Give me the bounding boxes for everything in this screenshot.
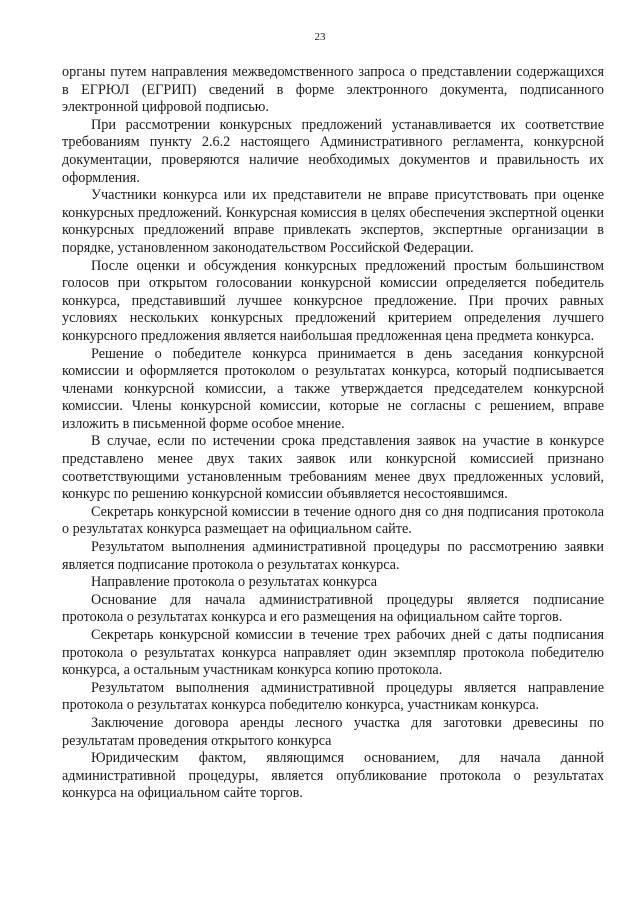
paragraph-9: Основание для начала административной процедуры является подписание протокола о результатах конкурса и его размещения на официальном сайте торгов. xyxy=(62,591,604,626)
page-number: 23 xyxy=(314,31,326,43)
document-body xyxy=(62,64,604,803)
paragraph-6: В случае, если по истечении срока представления заявок на участие в конкурсе представлено менее двух таких заявок или конкурсной комиссией признано соответствующими установленным требованиям менее двух предложенных условий, конкурс по решению конкурсной комиссии объявляется несостоявшимся. xyxy=(62,433,604,503)
paragraph-12: Юридическим фактом, являющимся основанием, для начала данной административной процедуры, является опубликование протокола о результатах конкурса на официальном сайте торгов. xyxy=(62,750,604,802)
paragraph-1: органы путем направления межведомственного запроса о представлении содержащихся в ЕГРЮЛ (ЕГРИП) сведений в форме электронного документа, подписанного электронной цифровой подписью. xyxy=(62,64,604,116)
section-heading-protocol: Направление протокола о результатах конкурса xyxy=(91,574,378,591)
paragraph-5: Решение о победителе конкурса принимается в день заседания конкурсной комиссии и оформляется протоколом о результатах конкурса, который подписывается членами конкурсной комиссии, а также утверждается председателем конкурсной комиссии. Члены конкурсной комиссии, которые не согласны с решением, вправе изложить в письменной форме особое мнение. xyxy=(62,345,604,432)
paragraph-10: Секретарь конкурсной комиссии в течение трех рабочих дней с даты подписания протокола о результатах конкурса направляет один экземпляр протокола победителю конкурса, а остальным участникам конкурса копию протокола. xyxy=(62,627,604,679)
paragraph-8: Результатом выполнения административной процедуры по рассмотрению заявки является подписание протокола о результатах конкурса. xyxy=(62,539,604,573)
paragraph-7: Секретарь конкурсной комиссии в течение одного дня со дня подписания протокола о результатах конкурса размещает на официальном сайте. xyxy=(62,503,604,538)
section-heading-contract: Заключение договора аренды лесного участка для заготовки древесины по результатам проведения открытого конкурса xyxy=(62,714,604,749)
paragraph-2: При рассмотрении конкурсных предложений устанавливается их соответствие требованиям пункту 2.6.2 настоящего Административного регламента, конкурсной документации, проверяются наличие необходимых документов и правильность их оформления. xyxy=(62,116,604,186)
paragraph-11: Результатом выполнения административной процедуры является направление протокола о результатах конкурса победителю конкурса, участникам конкурса. xyxy=(62,679,604,714)
paragraph-3: Участники конкурса или их представители не вправе присутствовать при оценке конкурсных предложений. Конкурсная комиссия в целях обеспечения экспертной оценки конкурсных предложений вправе привлекать экспертов, экспертные организации в порядке, установленном законодательством Российской Федерации. xyxy=(62,187,604,256)
paragraph-4: После оценки и обсуждения конкурсных предложений простым большинством голосов при открытом голосовании конкурсной комиссии определяется победитель конкурса, представивший лучшее конкурсное предложение. При прочих равных условиях нескольких конкурсных предложений критерием определения лучшего конкурсного предложения является наибольшая предложенная цена предмета конкурса. xyxy=(62,257,604,344)
